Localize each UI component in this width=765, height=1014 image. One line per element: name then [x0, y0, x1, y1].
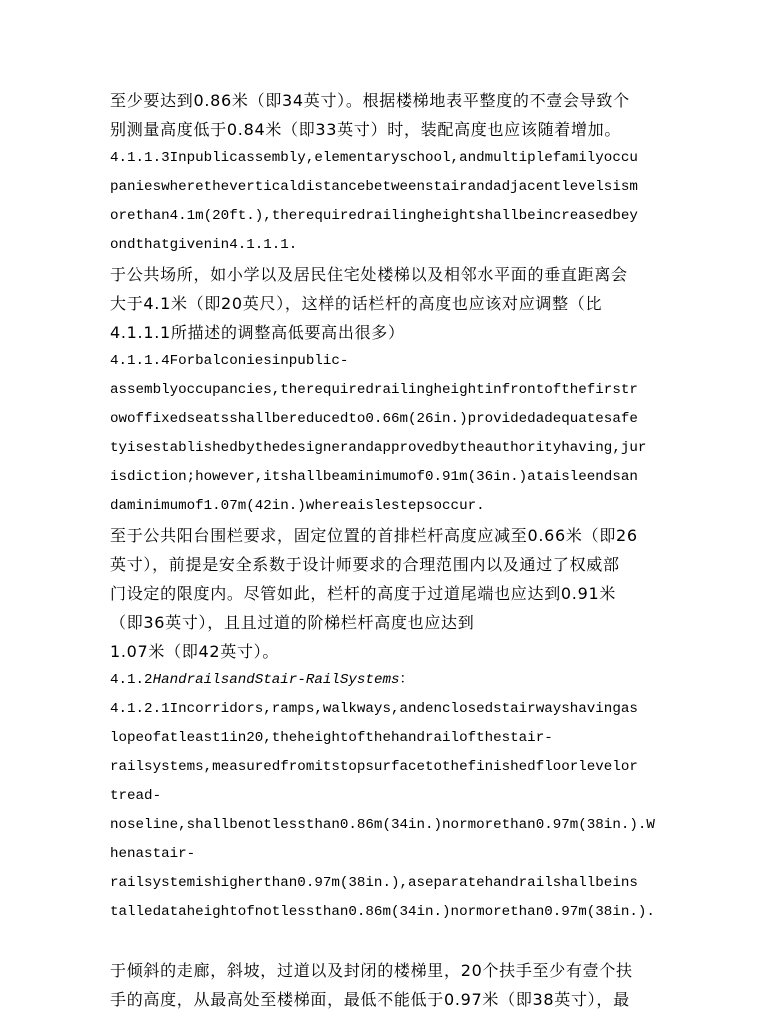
- text-line: 4.1.1.3Inpublicassembly,elementaryschool,andmultiplefamilyoccu: [110, 150, 638, 166]
- text-line: 英寸），前提是安全系数于设计师要求的合理范围内以及通过了权威部: [110, 555, 620, 574]
- text-line: isdiction;however,itshallbeaminimumof0.91m(36in.)ataisleendsan: [110, 469, 638, 485]
- text-line: 4.1.1.1所描述的调整高低要高出很多）: [110, 323, 405, 342]
- text-line: 至于公共阳台围栏要求，固定位置的首排栏杆高度应减至0.66米（即26: [110, 526, 638, 545]
- text-line: 别测量高度低于0.84米（即33英寸）时，装配高度也应该随着增加。: [110, 120, 622, 139]
- text-line: 手的高度，从最高处至楼梯面，最低不能低于0.97米（即38英寸），最: [110, 990, 630, 1009]
- text-line: 于倾斜的走廊，斜坡，过道以及封闭的楼梯里，20个扶手至少有壹个扶: [110, 961, 633, 980]
- text-line: noseline,shallbenotlessthan0.86m(34in.)normorethan0.97m(38in.).W: [110, 817, 655, 833]
- text-line: 4.1.1.4Forbalconiesinpublic-: [110, 353, 349, 369]
- text-line: talledataheightofnotlessthan0.86m(34in.)normorethan0.97m(38in.).: [110, 904, 655, 920]
- text-line: henastair-: [110, 846, 196, 862]
- text-line: owoffixedseatsshallbereducedto0.66m(26in.)providedadequatesafe: [110, 411, 638, 427]
- paragraph-gap: [110, 927, 670, 956]
- text-line: 于公共场所，如小学以及居民住宅处楼梯以及相邻水平面的垂直距离会: [110, 265, 628, 284]
- text-line: 至少要达到0.86米（即34英寸）。根据楼梯地表平整度的不壹会导致个: [110, 91, 630, 110]
- text-line: panieswheretheverticaldistancebetweenstairandadjacentlevelsism: [110, 179, 638, 195]
- text-line: assemblyoccupancies,therequiredrailingheightinfrontofthefirstr: [110, 382, 638, 398]
- text-line: daminimumof1.07m(42in.)whereaislestepsoccur.: [110, 498, 485, 514]
- text-line: tyisestablishedbythedesignerandapprovedbytheauthorityhaving,jur: [110, 440, 647, 456]
- text-line: orethan4.1m(20ft.),therequiredrailingheightshallbeincreasedbey: [110, 208, 638, 224]
- text-line: （即36英寸），且且过道的阶梯栏杆高度也应达到: [110, 613, 475, 632]
- text-line: 门设定的限度内。尽管如此，栏杆的高度于过道尾端也应达到0.91米: [110, 584, 617, 603]
- text-line: ondthatgivenin4.1.1.1.: [110, 237, 298, 253]
- text-line: tread-: [110, 788, 162, 804]
- section-number: 4.1.2: [110, 672, 153, 688]
- document-body: [110, 86, 670, 1014]
- text-line: 1.07米（即42英寸）。: [110, 642, 280, 661]
- text-line: 大于4.1米（即20英尺），这样的话栏杆的高度也应该对应调整（比: [110, 294, 603, 313]
- text-line: railsystems,measuredfromitstopsurfacetothefinishedfloorlevelor: [110, 759, 638, 775]
- section-title: HandrailsandStair-RailSystems: [152, 672, 400, 688]
- section-heading: [110, 666, 670, 695]
- text-line: 4.1.2.1Incorridors,ramps,walkways,andenclosedstairwayshavingas: [110, 701, 638, 717]
- text-line: lopeofatleast1in20,theheightofthehandrailofthestair-: [110, 730, 553, 746]
- section-colon: ：: [399, 672, 414, 688]
- text-line: railsystemishigherthan0.97m(38in.),aseparatehandrailshallbeins: [110, 875, 638, 891]
